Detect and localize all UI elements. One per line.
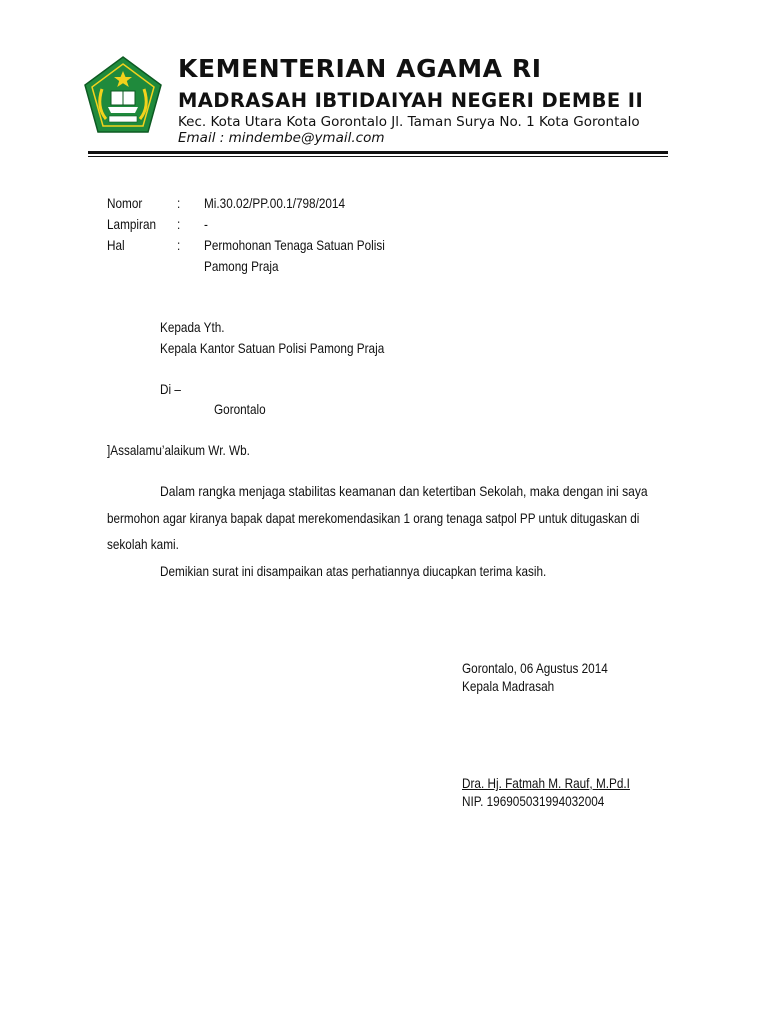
recipient-kepada: Kepada Yth. bbox=[160, 319, 225, 335]
lampiran-label: Lampiran bbox=[107, 216, 157, 232]
nomor-value: Mi.30.02/PP.00.1/798/2014 bbox=[204, 195, 346, 211]
greeting: ]Assalamu’alaikum Wr. Wb. bbox=[107, 442, 250, 458]
school-email: Email : mindembe@ymail.com bbox=[178, 130, 385, 146]
recipient-city: Gorontalo bbox=[214, 401, 266, 417]
paragraph1-line2-box bbox=[107, 504, 677, 530]
paragraph1-line1: Dalam rangka menjaga stabilitas keamanan dan ketertiban Sekolah, maka dengan ini saya bbox=[160, 483, 648, 499]
paragraph1-line3: sekolah kami. bbox=[107, 536, 179, 552]
nomor-colon: : bbox=[177, 195, 181, 211]
ministry-name: KEMENTERIAN AGAMA RI bbox=[178, 54, 542, 83]
nomor-label: Nomor bbox=[107, 195, 143, 211]
hal-label: Hal bbox=[107, 237, 125, 253]
hal-value-line1: Permohonan Tenaga Satuan Polisi bbox=[204, 237, 385, 253]
recipient-di: Di – bbox=[160, 381, 181, 397]
lampiran-value: - bbox=[204, 216, 208, 232]
school-address: Kec. Kota Utara Kota Gorontalo Jl. Taman Surya No. 1 Kota Gorontalo bbox=[178, 114, 640, 130]
signature-place-date: Gorontalo, 06 Agustus 2014 bbox=[462, 660, 608, 676]
ministry-emblem-icon bbox=[82, 55, 164, 135]
lampiran-colon: : bbox=[177, 216, 181, 232]
school-name: MADRASAH IBTIDAIYAH NEGERI DEMBE II bbox=[178, 89, 644, 112]
paragraph2: Demikian surat ini disampaikan atas perhatiannya diucapkan terima kasih. bbox=[160, 563, 547, 579]
signature-position: Kepala Madrasah bbox=[462, 678, 555, 694]
letterhead-divider-thick bbox=[88, 151, 668, 154]
paragraph1-line2: bermohon agar kiranya bapak dapat merekomendasikan 1 orang tenaga satpol PP untuk ditugaskan di bbox=[107, 510, 640, 526]
signatory-name: Dra. Hj. Fatmah M. Rauf, M.Pd.I bbox=[462, 775, 630, 791]
letterhead-divider-thin bbox=[88, 156, 668, 157]
recipient-name: Kepala Kantor Satuan Polisi Pamong Praja bbox=[160, 340, 385, 356]
hal-value-line2: Pamong Praja bbox=[204, 258, 279, 274]
hal-colon: : bbox=[177, 237, 181, 253]
signatory-nip: NIP. 196905031994032004 bbox=[462, 793, 605, 809]
paragraph1-line1-box bbox=[160, 478, 677, 504]
